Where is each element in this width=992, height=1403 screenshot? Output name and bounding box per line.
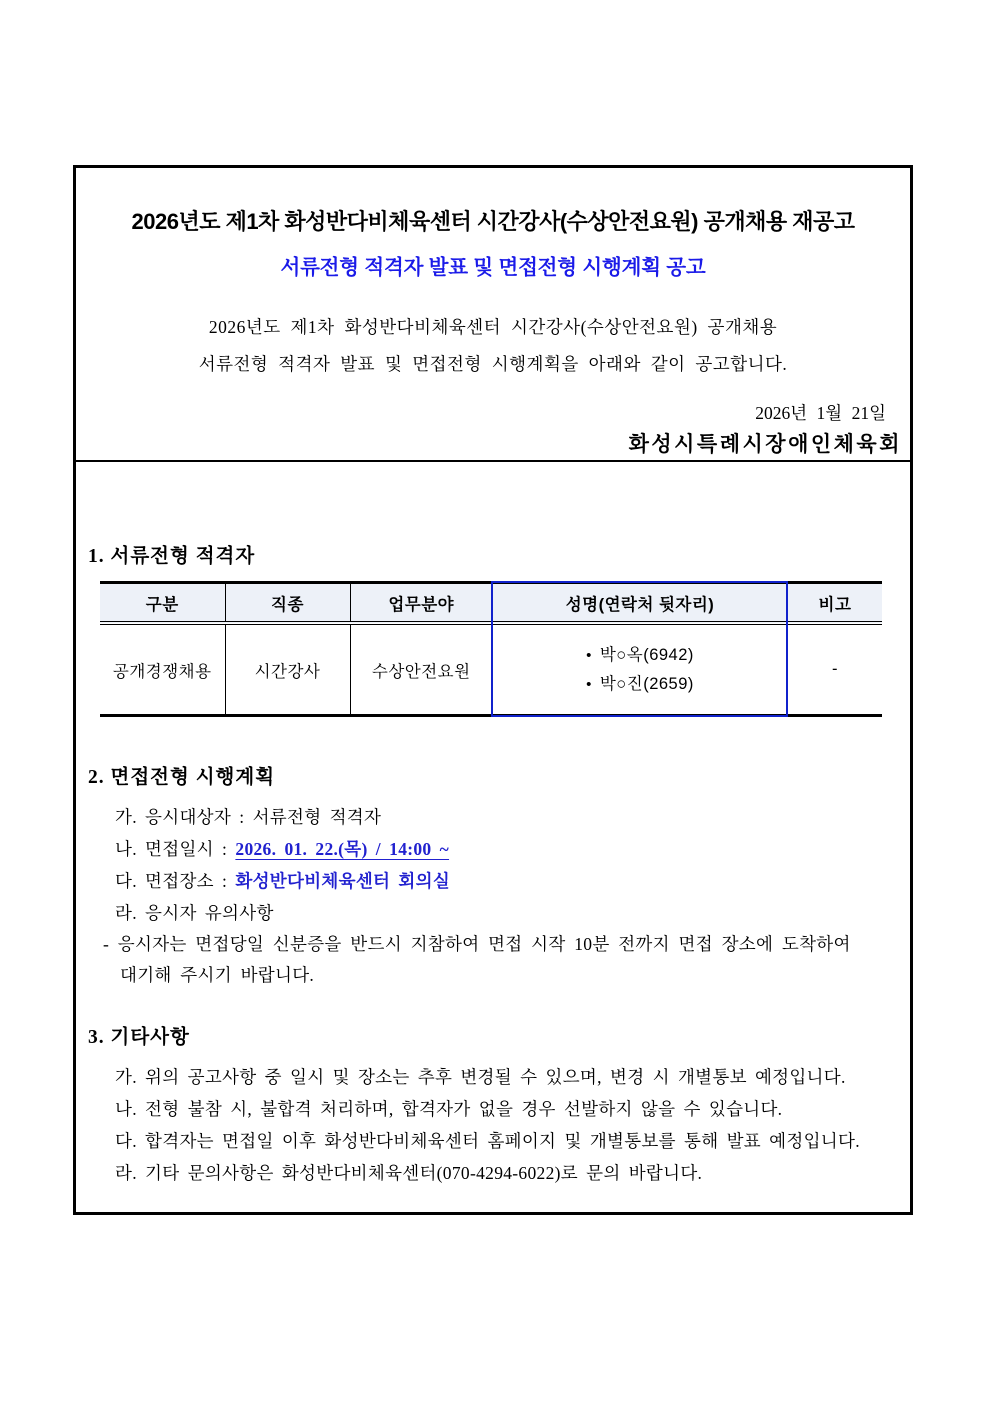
etc-item-3: 다. 합격자는 면접일 이후 화성반다비체육센터 홈페이지 및 개별통보를 통해 발표 예정입니다. <box>115 1131 860 1151</box>
cell-field: 수상안전요원 <box>371 662 471 681</box>
announcement-date: 2026년 1월 21일 <box>755 403 886 423</box>
item-interview-target: 가. 응시대상자 : 서류전형 적격자 <box>115 807 382 827</box>
column-header-field: 업무분야 <box>350 583 492 624</box>
etc-item-2: 나. 전형 불참 시, 불합격 처리하며, 합격자가 없을 경우 선발하지 않을 수 있습니다. <box>115 1099 783 1119</box>
item-applicant-notice: 라. 응시자 유의사항 <box>115 903 274 923</box>
etc-item-1: 가. 위의 공고사항 중 일시 및 장소는 추후 변경될 수 있으며, 변경 시 개별통보 예정입니다. <box>115 1067 846 1087</box>
intro-line-1: 2026년도 제1차 화성반다비체육센터 시간강사(수상안전요원) 공개채용 <box>208 317 778 337</box>
etc-item-4: 라. 기타 문의사항은 화성반다비체육센터(070-4294-6022)로 문의 바랍니다. <box>115 1163 703 1183</box>
interview-datetime-label: 나. 면접일시 : <box>115 839 236 859</box>
section3-heading: 3. 기타사항 <box>88 1027 190 1048</box>
interview-place-label: 다. 면접장소 : <box>115 871 236 891</box>
item-interview-datetime <box>115 833 910 865</box>
notice-detail-line-1: - 응시자는 면접당일 신분증을 반드시 지참하여 면접 시작 10분 전까지 면접 장소에 도착하여 <box>103 934 851 954</box>
section3-items <box>115 1061 910 1189</box>
name-list-item: • 박○진(2659) <box>586 670 694 699</box>
intro-line-2: 서류전형 적격자 발표 및 면접전형 시행계획을 아래와 같이 공고합니다. <box>198 354 788 374</box>
document-title: 2026년도 제1차 화성반다비체육센터 시간강사(수상안전요원) 공개채용 재공고 <box>131 209 855 234</box>
name-list-item: • 박○옥(6942) <box>586 641 694 670</box>
applicants-table <box>100 581 882 717</box>
interview-datetime-value: 2026. 01. 22.(목) / 14:00 ~ <box>235 839 450 859</box>
document-header <box>76 168 910 462</box>
section2-items <box>103 801 910 991</box>
column-header-names: 성명(연락처 뒷자리) <box>492 583 788 624</box>
name-list <box>586 641 694 699</box>
section1-heading: 1. 서류전형 적격자 <box>88 546 256 567</box>
notice-detail-line-2: 대기해 주시기 바랍니다. <box>120 965 315 985</box>
interview-place-value: 화성반다비체육센터 회의실 <box>235 871 451 891</box>
document-subtitle: 서류전형 적격자 발표 및 면접전형 시행계획 공고 <box>280 256 706 279</box>
cell-note: - <box>832 660 838 678</box>
section2-heading: 2. 면접전형 시행계획 <box>88 767 276 788</box>
intro-paragraph <box>76 309 910 383</box>
table-row <box>100 623 882 716</box>
column-header-category: 구분 <box>100 583 225 624</box>
cell-names <box>492 623 788 716</box>
applicants-table-wrapper <box>100 581 882 717</box>
column-header-job: 직종 <box>225 583 350 624</box>
cell-category: 공개경쟁채용 <box>100 623 225 716</box>
column-header-note: 비고 <box>788 583 882 624</box>
item-interview-place <box>115 865 910 897</box>
table-header-row <box>100 583 882 624</box>
organization-name: 화성시특례시장애인체육회 <box>628 432 902 456</box>
cell-job: 시간강사 <box>225 623 350 716</box>
document-body <box>76 540 910 1189</box>
announcement-document <box>73 165 913 1215</box>
